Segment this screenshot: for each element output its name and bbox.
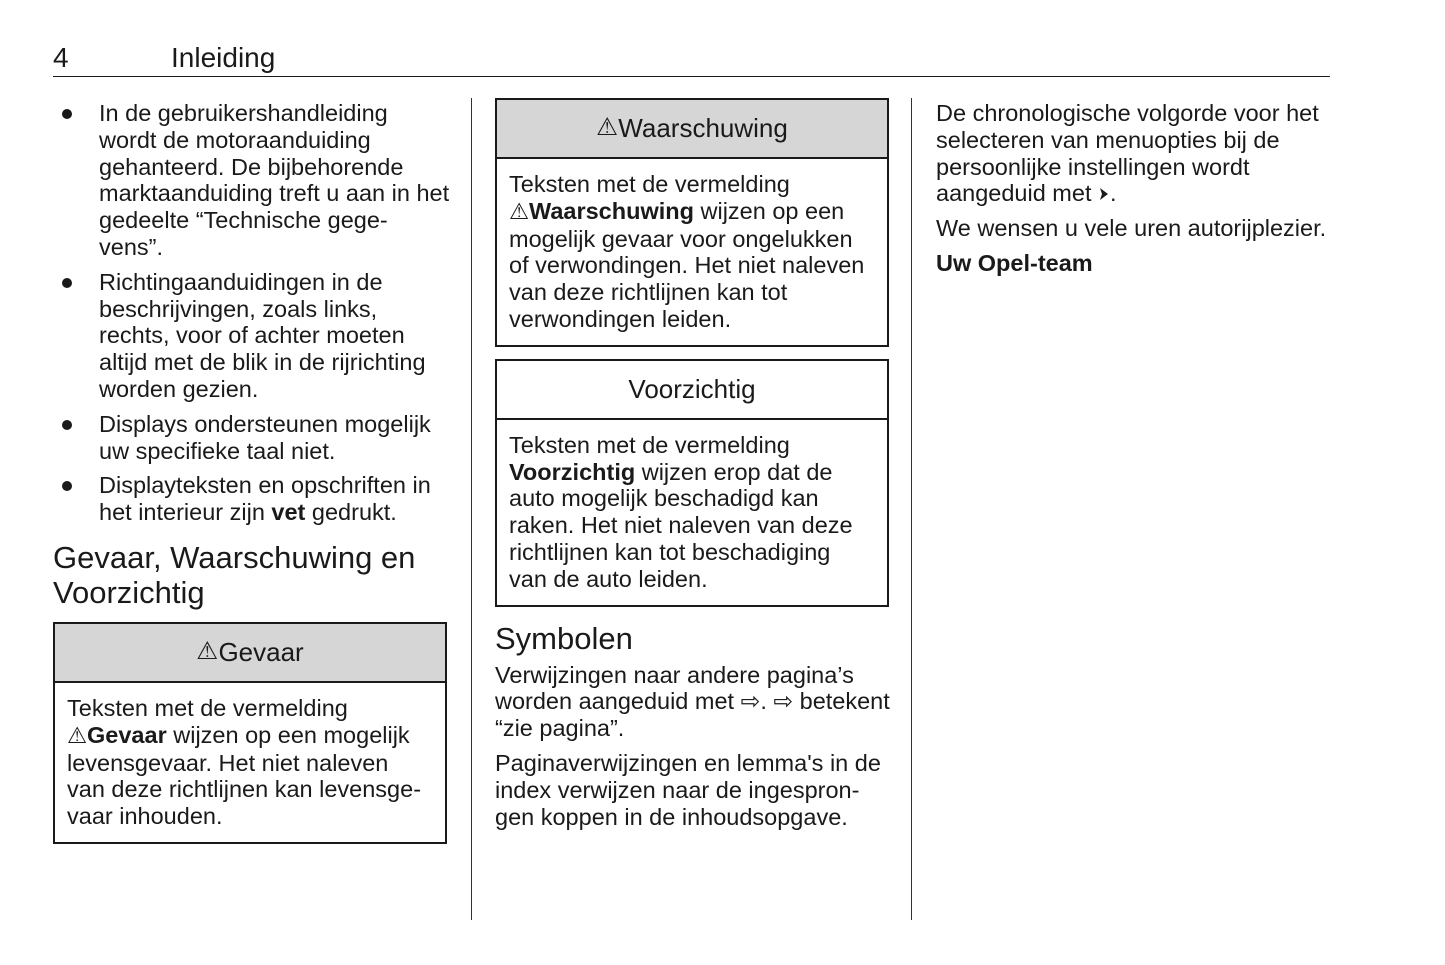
line: Paginaverwijzingen en lemma's in de: [495, 749, 881, 776]
line: van deze richtlijnen kan levensge-: [67, 776, 422, 803]
line: richtlijnen kan tot beschadiging: [509, 538, 831, 565]
column-1: [53, 98, 453, 844]
line: uw specifieke taal niet.: [99, 437, 336, 464]
wish-paragraph: We wensen u vele uren autorijplezier.: [936, 215, 1327, 242]
bullet-icon: [62, 481, 72, 491]
column-divider-1: [471, 98, 472, 920]
line: gehanteerd. De bijbehorende: [99, 153, 404, 180]
line: Displays ondersteunen mogelijk: [99, 410, 431, 437]
bullet-icon: [62, 109, 72, 119]
line: selecteren van menuopties bij de: [936, 126, 1280, 153]
line: gen koppen in de inhoudsopgave.: [495, 803, 848, 830]
column-2: [495, 98, 890, 830]
page-number: 4: [53, 42, 69, 73]
bold-term: Voorzichtig: [509, 458, 636, 485]
caution-box: [495, 359, 889, 607]
line: wijzen op een: [693, 197, 845, 224]
section-heading: Symbolen: [495, 620, 633, 656]
line: mogelijk gevaar voor ongelukken: [509, 225, 853, 252]
signature: [936, 250, 1336, 277]
line: van deze richtlijnen kan tot: [509, 279, 788, 306]
line: aangeduid met: [936, 180, 1099, 207]
warning-triangle-icon: ⚠: [196, 638, 219, 666]
list-item: [53, 472, 453, 526]
line: Displayteksten en opschriften in: [99, 472, 431, 499]
line: .: [760, 688, 774, 715]
page-header: [53, 40, 1330, 77]
line: Teksten met de vermelding: [509, 171, 790, 197]
warning-triangle-icon: ⚠: [509, 198, 530, 224]
heading-line: Voorzichtig: [53, 574, 205, 610]
chapter-title: Inleiding: [171, 42, 276, 73]
box-title: Waarschuwing: [618, 113, 788, 144]
list-item: [53, 411, 453, 465]
menu-arrow-icon: [1098, 186, 1110, 202]
line: Teksten met de vermelding: [509, 431, 790, 458]
bold-term: vet: [271, 499, 306, 526]
symbols-paragraph-1: [495, 662, 890, 742]
line: .: [1110, 180, 1117, 207]
line: vaar inhouden.: [67, 803, 223, 830]
line: van de auto leiden.: [509, 565, 708, 592]
line: worden gezien.: [99, 375, 259, 402]
menu-order-paragraph: [936, 100, 1336, 207]
line: wijzen op een mogelijk: [166, 721, 410, 748]
line: altijd met de blik in de rijrichting: [99, 349, 426, 376]
line: Verwijzingen naar andere pagina’s: [495, 661, 854, 688]
list-item: [53, 269, 453, 403]
danger-box-header: [55, 624, 445, 683]
line: raken. Het niet naleven van deze: [509, 512, 853, 539]
warning-box-header: [497, 100, 887, 159]
line: gedrukt.: [305, 499, 397, 526]
line: Richtingaanduidingen in de: [99, 268, 383, 295]
danger-box: [53, 622, 447, 844]
line: wijzen erop dat de: [635, 458, 833, 485]
signature-text: Uw Opel-team: [936, 249, 1093, 276]
line: vens”.: [99, 233, 163, 260]
warning-triangle-icon: ⚠: [596, 114, 619, 142]
line: of verwondingen. Het niet naleven: [509, 252, 865, 279]
warning-box-body: [497, 159, 887, 345]
line: In de gebruikershandleiding: [99, 100, 388, 126]
warning-box: [495, 98, 889, 347]
line: auto mogelijk beschadigd kan: [509, 485, 819, 512]
symbols-paragraph-2: [495, 750, 890, 830]
line: index verwijzen naar de ingespron-: [495, 776, 860, 803]
caution-box-body: [497, 420, 887, 605]
column-3: [936, 98, 1336, 277]
bullet-icon: [62, 278, 72, 288]
line: rechts, voor of achter moeten: [99, 322, 405, 349]
page-reference-arrow-icon: ⇨: [740, 688, 761, 715]
line: levensgevaar. Het niet naleven: [67, 749, 389, 776]
column-divider-2: [911, 98, 912, 920]
bold-term: Gevaar: [87, 721, 167, 748]
bullet-icon: [62, 420, 72, 430]
list-item: [53, 100, 453, 261]
line: marktaanduiding treft u aan in het: [99, 180, 450, 207]
bold-term: Waarschuwing: [529, 197, 694, 224]
line: persoonlijke instellingen wordt: [936, 153, 1250, 180]
line: De chronologische volgorde voor het: [936, 100, 1319, 126]
line: gedeelte “Technische gege-: [99, 207, 388, 234]
warning-triangle-icon: ⚠: [67, 722, 88, 748]
heading-line: Gevaar, Waarschuwing en: [53, 539, 416, 575]
box-title: Voorzichtig: [628, 373, 756, 404]
section-heading: [53, 540, 453, 610]
box-title: Gevaar: [218, 637, 304, 668]
caution-box-header: [497, 361, 887, 420]
line: wordt de motoraanduiding: [99, 126, 371, 153]
line: betekent: [793, 688, 890, 715]
page-reference-arrow-icon: ⇨: [773, 688, 794, 715]
line: het interieur zijn: [99, 499, 272, 526]
line: Teksten met de vermelding: [67, 694, 348, 721]
line: “zie pagina”.: [495, 715, 625, 742]
bullet-list: [53, 100, 453, 526]
line: beschrijvingen, zoals links,: [99, 295, 378, 322]
danger-box-body: [55, 683, 445, 842]
line: worden aangeduid met: [495, 688, 741, 715]
line: verwondingen leiden.: [509, 305, 732, 332]
